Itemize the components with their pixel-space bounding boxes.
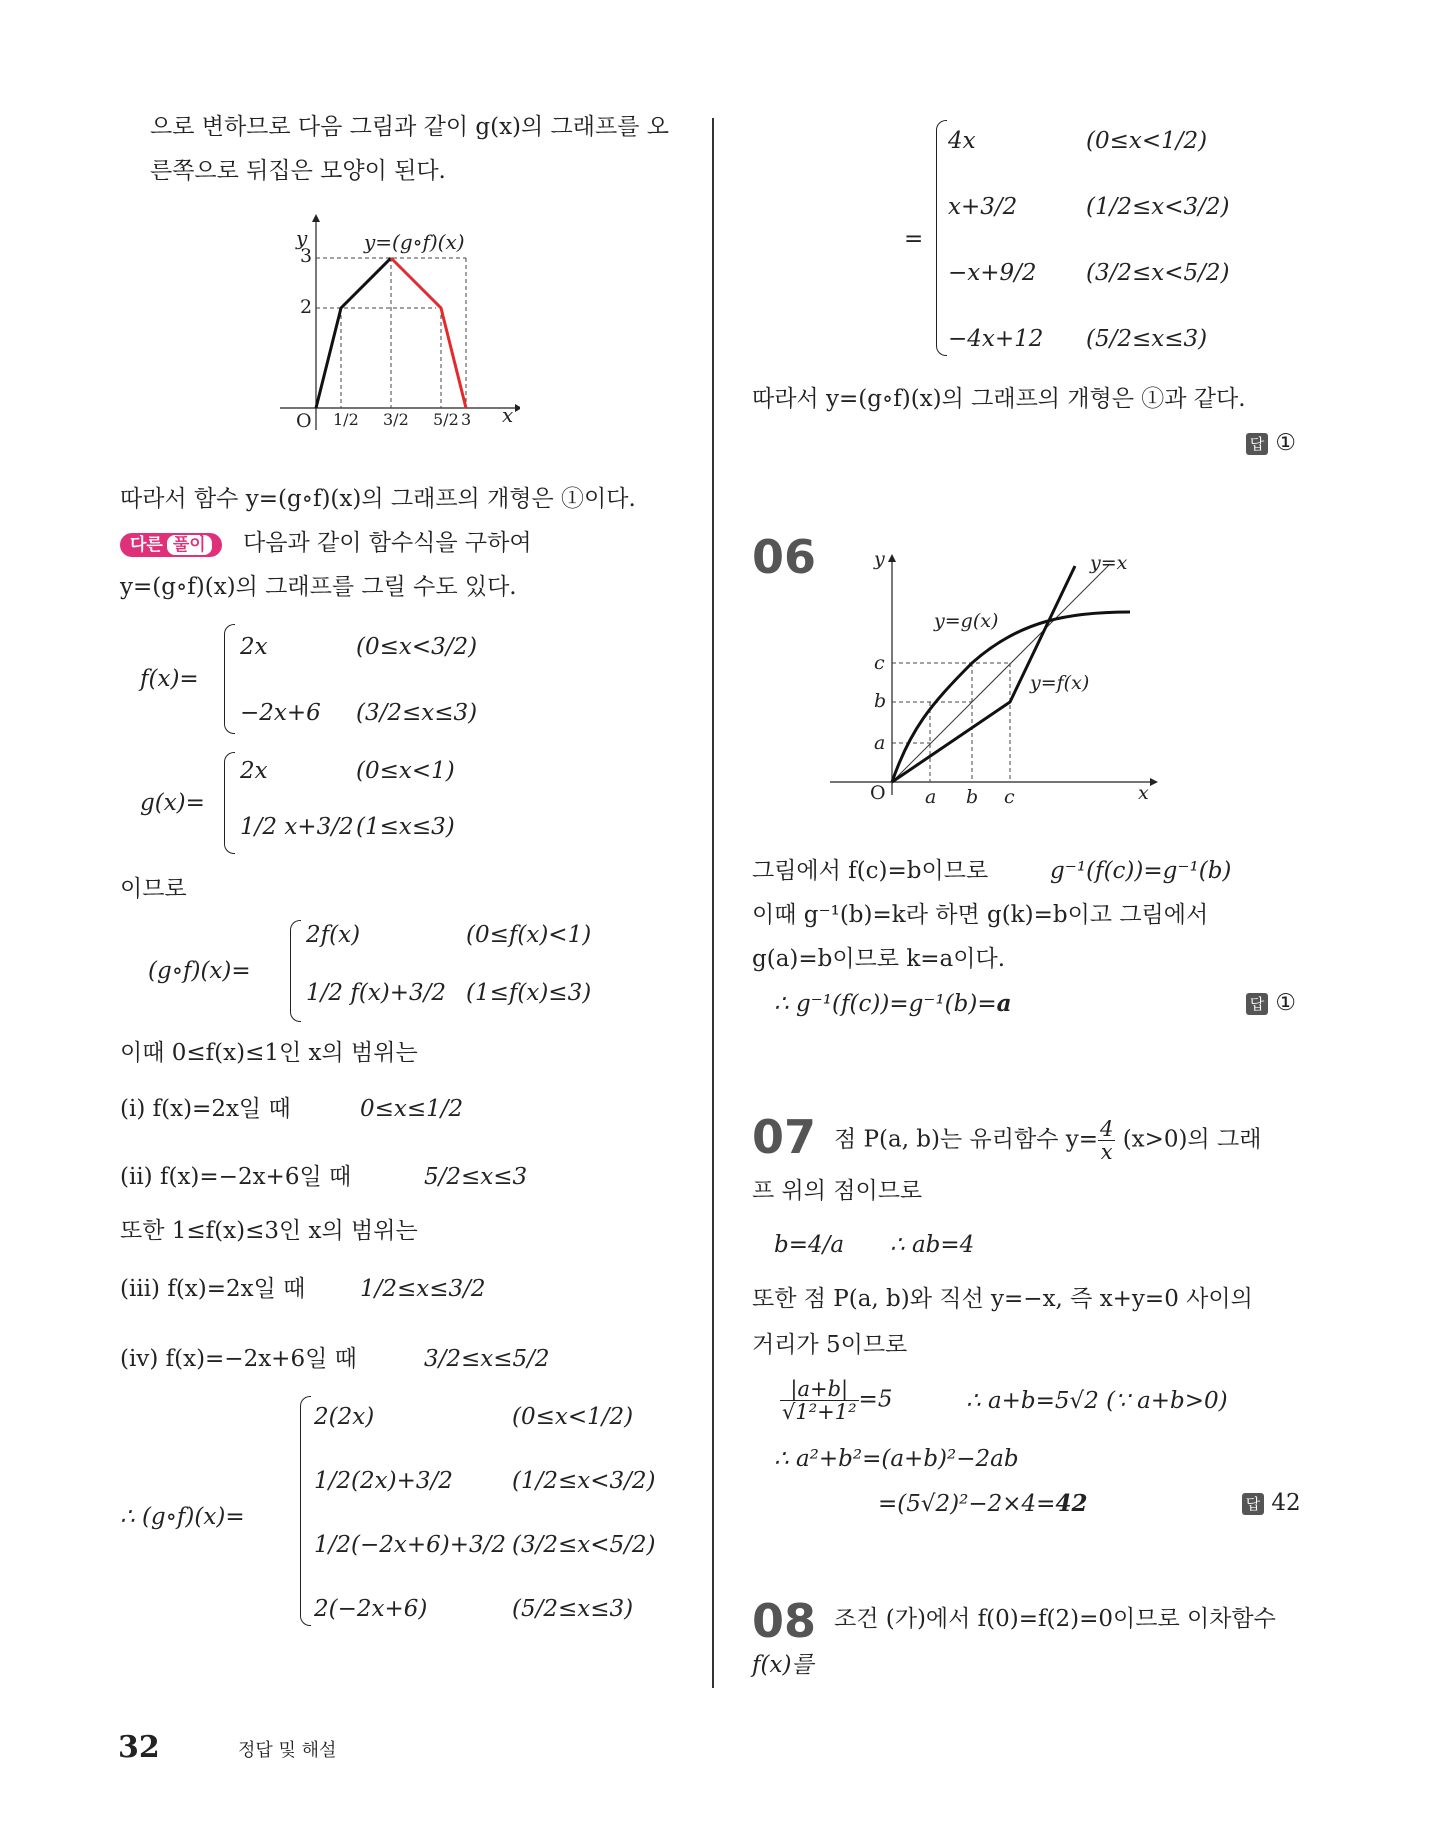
- graph1-xtick-1: 1/2: [333, 410, 359, 429]
- q06-origin: O: [870, 782, 886, 804]
- alt-solution-header: [120, 530, 532, 558]
- case-i-range: 0≤x≤1/2: [360, 1096, 464, 1122]
- intro-line1: 으로 변하므로 다음 그림과 같이 g(x)의 그래프를 오: [150, 114, 669, 140]
- q06-xtick-a: a: [925, 786, 937, 808]
- q08-line2: f(x)를: [752, 1652, 814, 1678]
- final-case3: 1/2(−2x+6)+3/2: [314, 1532, 507, 1558]
- q07-line3: 또한 점 P(a, b)와 직선 y=−x, 즉 x+y=0 사이의: [752, 1286, 1253, 1312]
- q06-xtick-c: c: [1004, 786, 1015, 808]
- q06-ytick-c: c: [874, 652, 885, 674]
- piece-range-2: (1/2≤x<3/2): [1086, 194, 1230, 220]
- intro-line2: 른쪽으로 뒤집은 모양이 된다.: [150, 158, 446, 184]
- piece-range-4: (5/2≤x≤3): [1086, 326, 1208, 352]
- graph1-curve-label: y=(g∘f)(x): [364, 230, 465, 254]
- g-def-case1: 2x: [240, 758, 268, 784]
- final-range3: (3/2≤x<5/2): [512, 1532, 656, 1558]
- q06-line4: ∴ g⁻¹(f(c))=g⁻¹(b)=a: [774, 990, 1012, 1017]
- final-range2: (1/2≤x<3/2): [512, 1468, 656, 1494]
- q07-line1: 점 P(a, b)는 유리함수 y= $\frac{4}{x}$ (x>0)의 그래: [834, 1117, 1262, 1165]
- case-i: (ⅰ) f(x)=2x일 때: [120, 1096, 291, 1122]
- gf-def-case1: 2f(x): [306, 922, 361, 948]
- q06-graph: [830, 550, 1160, 800]
- graph1-ytick-3: 3: [300, 245, 313, 267]
- q06-x-axis: x: [1138, 782, 1149, 804]
- q06-line1b: g⁻¹(f(c))=g⁻¹(b): [1050, 858, 1232, 884]
- range-intro2: 또한 1≤f(x)≤3인 x의 범위는: [120, 1218, 418, 1244]
- alt-solution-badge: 다른 풀이: [120, 533, 222, 557]
- q06-label-f: y=f(x): [1030, 672, 1090, 694]
- piece-range-1: (0≤x<1/2): [1086, 128, 1208, 154]
- right-conclusion: 따라서 y=(g∘f)(x)의 그래프의 개형은 ①과 같다.: [752, 386, 1246, 412]
- q08-line1: 조건 (가)에서 f(0)=f(2)=0이므로 이차함수: [834, 1606, 1276, 1632]
- piecewise-eq: =: [904, 226, 924, 252]
- piece-expr-4: −4x+12: [948, 326, 1044, 352]
- q06-ytick-a: a: [874, 732, 886, 754]
- case-iii-range: 1/2≤x≤3/2: [360, 1276, 486, 1302]
- f-def-lhs: f(x)=: [140, 666, 199, 692]
- q07-eq1b: ∴ ab=4: [890, 1232, 975, 1258]
- f-def-range2: (3/2≤x≤3): [356, 700, 478, 726]
- q07-line4: 거리가 5이므로: [752, 1332, 908, 1358]
- graph1-xtick-3: 5/2: [433, 410, 459, 429]
- f-def-range1: (0≤x<3/2): [356, 634, 478, 660]
- q06-label-g: y=g(x): [934, 610, 999, 632]
- f-def-case2: −2x+6: [240, 700, 321, 726]
- final-brace: [300, 1396, 311, 1626]
- gf-def-lhs: (g∘f)(x)=: [148, 958, 251, 984]
- answer-05: 답 ①: [1246, 430, 1296, 458]
- q06-line2: 이때 g⁻¹(b)=k라 하면 g(k)=b이고 그림에서: [752, 902, 1209, 928]
- gf-def-range2: (1≤f(x)≤3): [466, 980, 592, 1006]
- f-def-brace: [224, 624, 235, 734]
- q07-line2: 프 위의 점이므로: [752, 1178, 923, 1204]
- q06-number: 06: [752, 530, 817, 584]
- q06-y-axis: y: [874, 548, 885, 570]
- g-def-brace: [224, 752, 235, 854]
- g-def-case2: 1/2 x+3/2: [240, 814, 354, 840]
- footer-title: 정답 및 해설: [238, 1740, 337, 1761]
- answer-06: 답 ①: [1246, 990, 1296, 1018]
- q06-line1: 그림에서 f(c)=b이므로: [752, 858, 989, 884]
- alt-line1: 다음과 같이 함수식을 구하여: [243, 530, 532, 556]
- q07-dist-result: ∴ a+b=5√2 (∵ a+b>0): [966, 1388, 1228, 1414]
- graph1-ytick-2: 2: [300, 296, 313, 318]
- final-range1: (0≤x<1/2): [512, 1404, 634, 1430]
- final-range4: (5/2≤x≤3): [512, 1596, 634, 1622]
- answer-icon: 답: [1246, 433, 1268, 455]
- final-case1: 2(2x): [314, 1404, 375, 1430]
- piece-range-3: (3/2≤x<5/2): [1086, 260, 1230, 286]
- gf-def-case2: 1/2 f(x)+3/2: [306, 980, 447, 1006]
- case-ii: (ⅱ) f(x)=−2x+6일 때: [120, 1164, 352, 1190]
- graph1-xtick-4: 3: [461, 410, 472, 429]
- q07-line5: ∴ a²+b²=(a+b)²−2ab: [774, 1446, 1019, 1472]
- answer-icon: 답: [1242, 1493, 1264, 1515]
- answer-icon: 답: [1246, 993, 1268, 1015]
- q06-label-yx: y=x: [1090, 552, 1128, 574]
- case-iii: (ⅲ) f(x)=2x일 때: [120, 1276, 306, 1302]
- g-def-lhs: g(x)=: [140, 790, 205, 816]
- piecewise-brace: [936, 120, 947, 356]
- piece-expr-1: 4x: [948, 128, 976, 154]
- piece-expr-3: −x+9/2: [948, 260, 1037, 286]
- q07-eq1: b=4/a: [774, 1232, 845, 1258]
- graph1-y-axis-label: y: [296, 226, 308, 250]
- alt-line2: y=(g∘f)(x)의 그래프를 그릴 수도 있다.: [120, 574, 517, 600]
- gf-def-range1: (0≤f(x)<1): [466, 922, 592, 948]
- g-def-range2: (1≤x≤3): [356, 814, 455, 840]
- q06-line3: g(a)=b이므로 k=a이다.: [752, 946, 1006, 972]
- q06-ytick-b: b: [874, 690, 887, 712]
- q07-distance: $\frac{|a+b|}{\text{√1²+1²}}$ =5: [782, 1377, 893, 1425]
- answer-07: 답 42: [1242, 1490, 1301, 1518]
- piece-expr-2: x+3/2: [948, 194, 1018, 220]
- graph1-x-axis-label: x: [502, 403, 514, 427]
- q07-number: 07: [752, 1110, 817, 1164]
- q08-number: 08: [752, 1594, 817, 1648]
- left-conclusion: 따라서 함수 y=(g∘f)(x)의 그래프의 개형은 ①이다.: [120, 486, 636, 512]
- final-case4: 2(−2x+6): [314, 1596, 428, 1622]
- page-number: 32: [118, 1730, 160, 1765]
- case-iv-range: 3/2≤x≤5/2: [424, 1346, 550, 1372]
- final-case2: 1/2(2x)+3/2: [314, 1468, 453, 1494]
- imeuro: 이므로: [120, 876, 187, 902]
- f-def-case1: 2x: [240, 634, 268, 660]
- gf-def-brace: [290, 920, 301, 1022]
- q06-xtick-b: b: [966, 786, 979, 808]
- final-lhs: ∴ (g∘f)(x)=: [120, 1504, 245, 1530]
- range-intro1: 이때 0≤f(x)≤1인 x의 범위는: [120, 1040, 418, 1066]
- graph1-xtick-2: 3/2: [383, 410, 409, 429]
- g-def-range1: (0≤x<1): [356, 758, 455, 784]
- q07-line6: =(5√2)²−2×4=42: [878, 1490, 1088, 1517]
- case-ii-range: 5/2≤x≤3: [424, 1164, 528, 1190]
- graph1-origin: O: [296, 410, 312, 432]
- column-divider: [712, 118, 714, 1688]
- case-iv: (ⅳ) f(x)=−2x+6일 때: [120, 1346, 357, 1372]
